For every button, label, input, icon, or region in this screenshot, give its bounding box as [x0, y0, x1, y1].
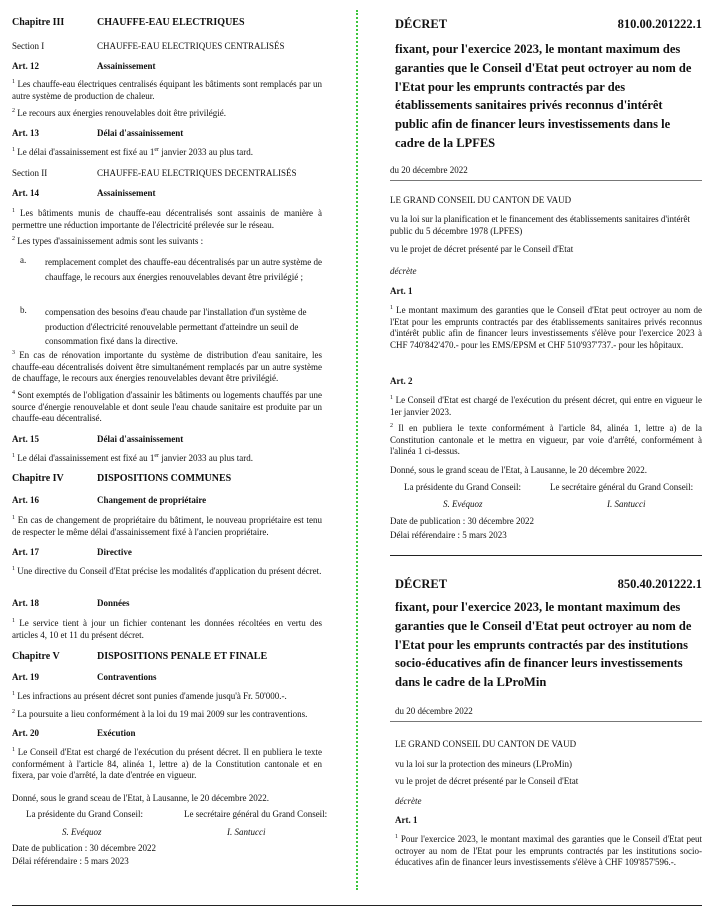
article-number: Art. 17	[12, 547, 39, 557]
enacting-word: décrète	[390, 266, 417, 276]
enacting-word: décrète	[395, 796, 422, 806]
chapter-number: Chapitre V	[12, 651, 60, 662]
separator-line	[390, 180, 702, 181]
article-title: Assainissement	[97, 61, 156, 71]
section-number: Section II	[12, 168, 48, 178]
decree-title: fixant, pour l'exercice 2023, le montant maximum des garanties que le Conseil d'Etat peut octroyer au nom de l'Etat pour les emprunts contractés par des institutions socio-éducatives afin de financer leurs investissements dans le cadre de la LProMin	[395, 600, 692, 690]
president-name: S. Evéquoz	[62, 827, 102, 837]
paragraph: $^3$ En cas de rénovation importante du système de distribution d'eau sanitaire, les chauffe-eau décentralisés doivent être simultanément remplacés par un autre système de chauffage, le recours aux énergies renouvelables devant être privilégié.	[12, 350, 323, 384]
article-title: Délai d'assainissement	[97, 434, 184, 444]
list-item: compensation des besoins d'eau chaude par l'installation d'un système de production d'électricité renouvelable permettant d'atteindre un seuil de consommation fixé dans la directive.	[45, 307, 307, 347]
legal-basis: vu le projet de décret présenté par le Conseil d'Etat	[395, 776, 579, 786]
paragraph: $^1$ Le Conseil d'Etat est chargé de l'exécution du présent décret, qui entre en vigueur le 1er janvier 2023.	[390, 395, 703, 417]
column-divider	[356, 10, 358, 890]
publication-date: Date de publication : 30 décembre 2022	[390, 516, 534, 526]
paragraph: $^1$ Le délai d'assainissement est fixé au 1er janvier 2033 au plus tard.	[12, 453, 253, 463]
chapter-number: Chapitre III	[12, 17, 65, 28]
article-number: Art. 1	[395, 815, 418, 825]
paragraph: $^1$ Le délai d'assainissement est fixé au 1er janvier 2033 au plus tard.	[12, 147, 253, 157]
decree-label: DÉCRET	[395, 17, 448, 31]
article-title: Contraventions	[97, 672, 157, 682]
list-item: remplacement complet des chauffe-eau décentralisés par un autre système de chauffage, le recours aux énergies renouvelables devant être privilégié ;	[45, 257, 322, 282]
secretary-name: I. Santucci	[227, 827, 266, 837]
separator-line	[390, 721, 702, 722]
decree-label: DÉCRET	[395, 577, 448, 591]
decree-date: du 20 décembre 2022	[390, 165, 468, 175]
article-title: Changement de propriétaire	[97, 495, 207, 505]
article-number: Art. 2	[390, 376, 413, 386]
paragraph: $^2$ Le recours aux énergies renouvelables doit être privilégié.	[12, 108, 226, 118]
given-statement: Donné, sous le grand sceau de l'Etat, à Lausanne, le 20 décembre 2022.	[12, 793, 270, 803]
paragraph: $^1$ Le montant maximum des garanties que le Conseil d'Etat peut octroyer au nom de l'Etat pour les emprunts contractés par des établissements sanitaires privés reconnus d'intérêt public afin de financer leurs investissements s'élève pour l'exercice 2023 à CHF 740'842'470.- pour les EMS/EPSM et CHF 510'937'737.- pour les hôpitaux.	[390, 305, 703, 350]
paragraph: $^1$ Le Conseil d'Etat est chargé de l'exécution du présent décret. Il en publiera le texte conformément à l'article 84, alinéa 1, lettre a) de la Constitution cantonale et en fixera, par voie d'arrêté, la date d'entrée en vigueur.	[12, 747, 323, 781]
publication-date: Date de publication : 30 décembre 2022	[12, 843, 156, 853]
article-number: Art. 13	[12, 128, 39, 138]
article-number: Art. 14	[12, 188, 39, 198]
page-bottom-rule	[12, 905, 702, 906]
article-title: Données	[97, 598, 130, 608]
referendum-deadline: Délai référendaire : 5 mars 2023	[12, 856, 129, 866]
paragraph: $^2$ Les types d'assainissement admis sont les suivants :	[12, 236, 204, 246]
chapter-title: DISPOSITIONS PENALE ET FINALE	[97, 651, 268, 662]
article-title: Exécution	[97, 728, 136, 738]
paragraph: $^1$ Les bâtiments munis de chauffe-eau décentralisés sont assainis de manière à permettre une réduction importante de l'électricité prélevée sur le réseau.	[12, 208, 322, 230]
decree-number: 810.00.201222.1	[617, 17, 702, 31]
decree-title: fixant, pour l'exercice 2023, le montant maximum des garanties que le Conseil d'Etat peut octroyer au nom de l'Etat pour les emprunts contractés par des établissements sanitaires privés reconnus d'intérêt public afin de financer leurs investissements dans le cadre de la LPFES	[395, 42, 692, 150]
given-statement: Donné, sous le grand sceau de l'Etat, à Lausanne, le 20 décembre 2022.	[390, 465, 648, 475]
paragraph: $^4$ Sont exemptés de l'obligation d'assainir les bâtiments ou logements chauffés par une source d'énergie renouvelable et dont seule l'eau chaude sanitaire est produite par un chauffe-eau décentralisé.	[12, 390, 323, 424]
decree-date: du 20 décembre 2022	[395, 706, 473, 716]
paragraph: $^1$ Les chauffe-eau électriques centralisés équipant les bâtiments sont remplacés par un autre système de production de chaleur.	[12, 79, 322, 101]
secretary-name: I. Santucci	[607, 499, 646, 509]
chapter-title: CHAUFFE-EAU ELECTRIQUES	[97, 17, 245, 28]
separator-line	[390, 555, 702, 556]
paragraph: $^1$ Les infractions au présent décret sont punies d'amende jusqu'à Fr. 50'000.-.	[12, 691, 287, 701]
council-name: LE GRAND CONSEIL DU CANTON DE VAUD	[395, 739, 577, 749]
article-title: Assainissement	[97, 188, 156, 198]
paragraph: $^1$ Une directive du Conseil d'Etat précise les modalités d'application du présent décret.	[12, 566, 322, 576]
legal-basis: vu la loi sur la planification et le financement des établissements sanitaires d'intérêt public du 5 décembre 1978 (LPFES)	[390, 214, 691, 236]
article-number: Art. 15	[12, 434, 39, 444]
list-letter: b.	[20, 305, 27, 315]
article-number: Art. 16	[12, 495, 39, 505]
list-letter: a.	[20, 255, 27, 265]
article-number: Art. 1	[390, 286, 413, 296]
paragraph: $^2$ Il en publiera le texte conformément à l'article 84, alinéa 1, lettre a) de la Constitution cantonale et le mettra en vigueur, par voie d'arrêté, conformément à l'alinéa 1 ci-dessus.	[390, 423, 702, 457]
article-title: Directive	[97, 547, 132, 557]
president-label: La présidente du Grand Conseil:	[404, 482, 521, 492]
section-title: CHAUFFE-EAU ELECTRIQUES DECENTRALISÉS	[97, 168, 297, 178]
secretary-label: Le secrétaire général du Grand Conseil:	[184, 809, 328, 819]
article-number: Art. 12	[12, 61, 39, 71]
decree-number: 850.40.201222.1	[617, 577, 702, 591]
section-title: CHAUFFE-EAU ELECTRIQUES CENTRALISÉS	[97, 41, 285, 51]
section-number: Section I	[12, 41, 45, 51]
article-number: Art. 19	[12, 672, 39, 682]
council-name: LE GRAND CONSEIL DU CANTON DE VAUD	[390, 195, 572, 205]
paragraph: $^2$ La poursuite a lieu conformément à la loi du 19 mai 2009 sur les contraventions.	[12, 709, 308, 719]
president-label: La présidente du Grand Conseil:	[26, 809, 143, 819]
paragraph: $^1$ En cas de changement de propriétaire du bâtiment, le nouveau propriétaire est tenu de respecter le même délai d'assainissement fixé à l'ancien propriétaire.	[12, 515, 322, 537]
referendum-deadline: Délai référendaire : 5 mars 2023	[390, 530, 507, 540]
legal-basis: vu le projet de décret présenté par le Conseil d'Etat	[390, 244, 574, 254]
chapter-number: Chapitre IV	[12, 473, 64, 484]
paragraph: $^1$ Pour l'exercice 2023, le montant maximal des garanties que le Conseil d'Etat peut octroyer au nom de l'Etat pour les emprunts contractés par les institutions socio-éducatives afin de financer leurs investissements s'élève à CHF 109'857'596.-.	[395, 834, 702, 868]
article-number: Art. 20	[12, 728, 39, 738]
article-number: Art. 18	[12, 598, 39, 608]
chapter-title: DISPOSITIONS COMMUNES	[97, 473, 232, 484]
article-title: Délai d'assainissement	[97, 128, 184, 138]
president-name: S. Evéquoz	[443, 499, 483, 509]
legal-basis: vu la loi sur la protection des mineurs (LProMin)	[395, 759, 572, 769]
secretary-label: Le secrétaire général du Grand Conseil:	[550, 482, 694, 492]
paragraph: $^1$ Le service tient à jour un fichier contenant les données récoltées en vertu des articles 4, 10 et 11 du présent décret.	[12, 618, 323, 640]
